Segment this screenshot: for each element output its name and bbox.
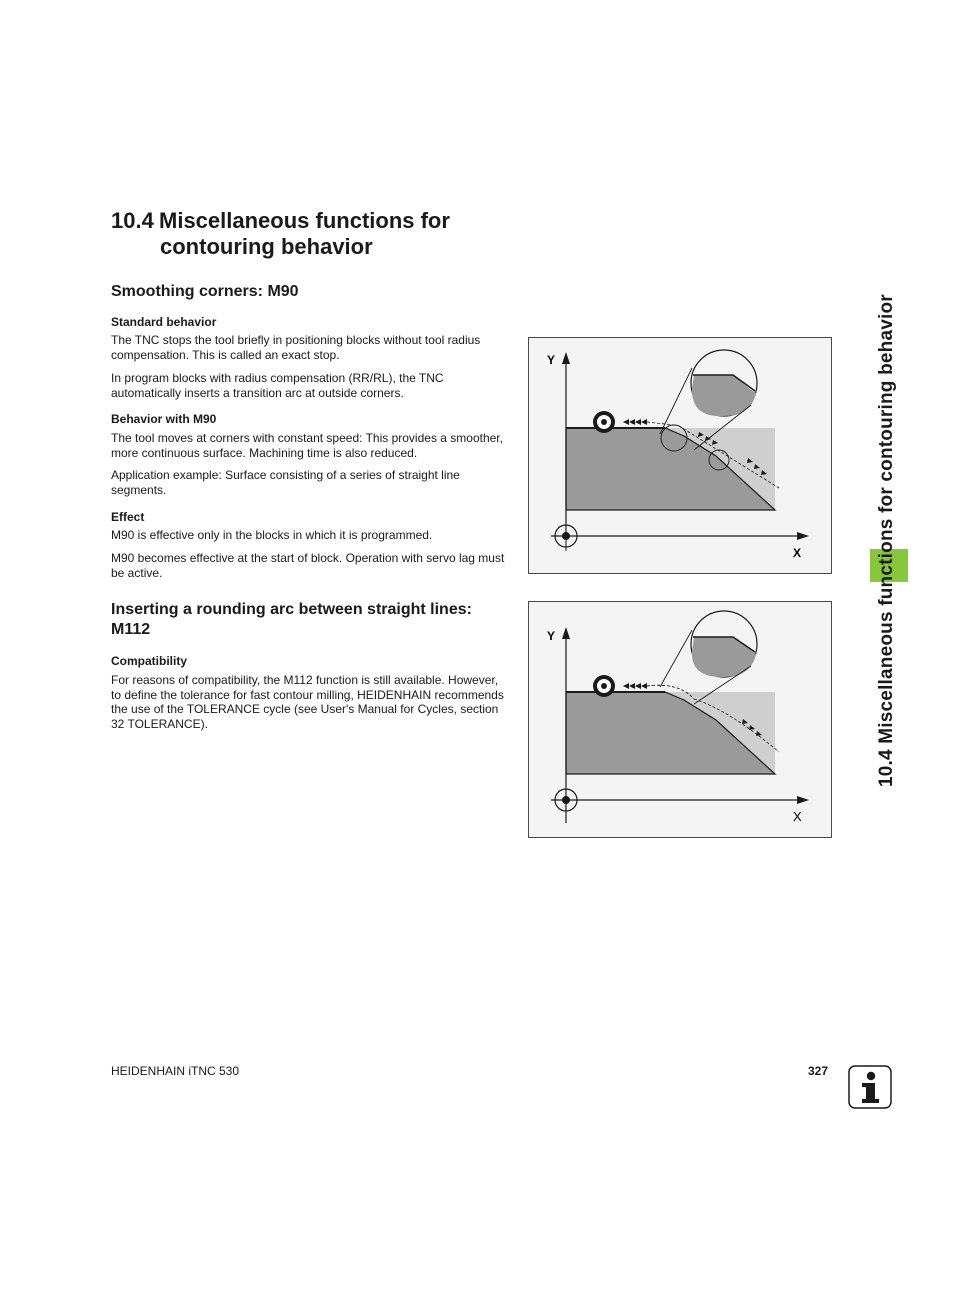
compatibility-heading: Compatibility	[111, 654, 188, 668]
m112-heading-line1: Inserting a rounding arc between straight lines:	[111, 601, 472, 618]
m90-x-axis-label: X	[793, 546, 802, 560]
section-title-line2: contouring behavior	[160, 234, 373, 259]
effect-text-2: M90 becomes effective at the start of block. Operation with servo lag must be active.	[111, 551, 505, 580]
behavior-m90-text-1: The tool moves at corners with constant speed: This provides a smoother, more continuous surface. Machining time is also reduced.	[111, 431, 503, 460]
section-number: 10.4	[111, 208, 154, 233]
m112-y-axis-label: Y	[547, 629, 556, 643]
standard-behavior-text-2: In program blocks with radius compensation (RR/RL), the TNC automatically inserts a transition arc at outside corners.	[111, 371, 444, 400]
m90-y-axis-label: Y	[547, 353, 556, 367]
info-i-icon	[848, 1065, 892, 1109]
m90-figure	[528, 337, 832, 574]
m90-heading: Smoothing corners: M90	[111, 283, 299, 300]
side-section-title: 10.4 Miscellaneous functions for contouring behavior	[876, 294, 897, 787]
m90-diagram	[529, 338, 831, 573]
standard-behavior-heading: Standard behavior	[111, 315, 217, 329]
behavior-m90-text-2: Application example: Surface consisting of a series of straight line segments.	[111, 468, 460, 497]
effect-text-1: M90 is effective only in the blocks in which it is programmed.	[111, 528, 433, 542]
m112-figure	[528, 601, 832, 838]
m112-diagram	[529, 602, 831, 837]
section-title	[111, 208, 511, 260]
footer-product: HEIDENHAIN iTNC 530	[111, 1064, 240, 1078]
m112-heading-line2: M112	[111, 621, 151, 638]
effect-heading: Effect	[111, 510, 145, 524]
compatibility-text: For reasons of compatibility, the M112 function is still available. However, to define the tolerance for fast contour milling, HEIDENHAIN recommends the use of the TOLERANCE cycle (see User's Manual for Cycles, section 32 TOLERANCE).	[111, 673, 504, 731]
standard-behavior-text-1: The TNC stops the tool briefly in positioning blocks without tool radius compensation. This is called an exact stop.	[111, 333, 481, 362]
m112-heading	[111, 600, 511, 640]
section-title-line1: Miscellaneous functions for	[159, 208, 450, 233]
m112-x-axis-label: X	[793, 809, 802, 824]
page-number: 327	[808, 1064, 829, 1078]
behavior-m90-heading: Behavior with M90	[111, 412, 217, 426]
